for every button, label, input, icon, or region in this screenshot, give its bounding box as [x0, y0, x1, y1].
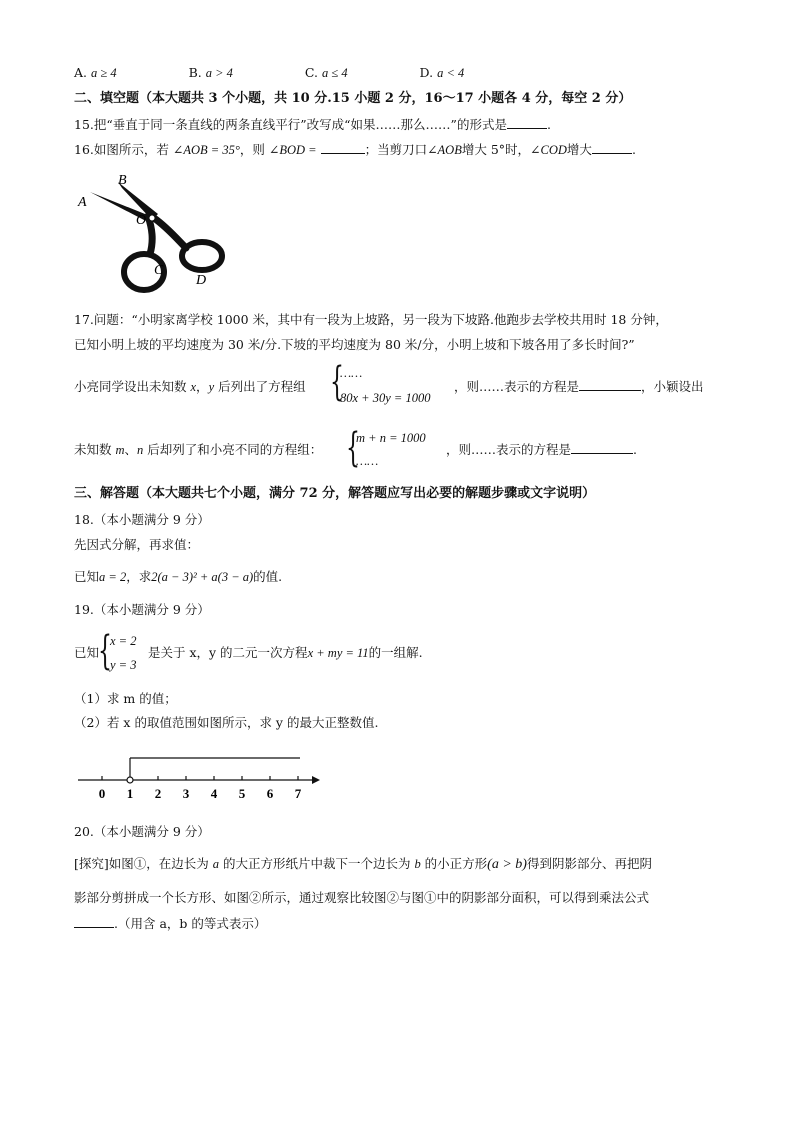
q20-line2: 影部分剪拼成一个长方形、如图②所示，通过观察比较图②与图①中的阴影部分面积，可以得到乘法公式	[74, 890, 650, 905]
handle-c	[148, 216, 152, 254]
option-d: D. a < 4	[419, 65, 465, 80]
q20-line1: [探究]如图①，在边长为 a 的大正方形纸片中裁下一个边长为 b 的小正方形(a > b)得到阴影部分、再把阴	[74, 856, 652, 872]
q19-pre: 已知	[74, 645, 100, 660]
system1-bottom: 80x + 30y = 1000	[340, 391, 431, 405]
system2-bottom: ……	[356, 454, 379, 468]
open-circle	[127, 777, 133, 783]
q17-line3: 小亮同学设出未知数 x，y 后列出了方程组	[74, 379, 306, 394]
tick-label: 3	[182, 786, 190, 800]
q19-sys-top: x = 2	[110, 634, 137, 648]
q19-part1: （1）求 m 的值；	[74, 691, 177, 706]
section2-title: 二、填空题（本大题共 3 个小题，共 10 分.15 小题 2 分，16～17 小题各 4 分，每空 2 分）	[74, 91, 632, 106]
section3-title: 三、解答题（本大题共七个小题，满分 72 分，解答题应写出必要的解题步骤或文字说明）	[74, 486, 596, 501]
ring-d	[182, 242, 222, 270]
q17-blank-2	[571, 441, 633, 454]
q19-sys-bottom: y = 3	[110, 658, 137, 672]
tick-label: 6	[266, 786, 274, 800]
tick-label: 7	[294, 786, 302, 800]
q15: 15.把“垂直于同一条直线的两条直线平行”改写成“如果……那么……”的形式是 .	[74, 117, 551, 132]
q17-line3-tail: ，则……表示的方程是 ，小颖设出	[454, 379, 704, 394]
pivot-o	[149, 215, 155, 221]
tick-label: 5	[238, 786, 246, 800]
system1-top: ……	[340, 366, 363, 380]
q18-line1: 先因式分解，再求值：	[74, 537, 200, 552]
q17-line4: 未知数 m、n 后却列了和小亮不同的方程组：	[74, 442, 323, 457]
axis-arrow	[312, 776, 320, 784]
label-c: C	[154, 263, 164, 278]
tick-label: 2	[154, 786, 162, 800]
scissors-figure	[74, 168, 234, 300]
q18-line2: 已知a = 2，求2(a − 3)² + a(3 − a)的值.	[74, 569, 283, 584]
label-d: D	[196, 273, 207, 288]
label-a: A	[78, 195, 87, 210]
option-b: B. a > 4	[188, 65, 233, 80]
q16: 16.如图所示，若 ∠AOB = 35°，则 ∠BOD = ；当剪刀口∠AOB增大 5°时，∠COD增大 .	[74, 142, 636, 157]
q19-brace: {	[98, 628, 112, 674]
option-c: C. a ≤ 4	[304, 65, 348, 80]
q16-blank-1	[321, 141, 365, 154]
tick-label: 4	[210, 786, 218, 800]
q14-options	[74, 64, 464, 82]
q17-line1: 17.问题：“小明家离学校 1000 米，其中有一段为上坡路，另一段为下坡路.他跑步去学校共用时 18 分钟，	[74, 312, 668, 327]
tick-label: 1	[126, 786, 134, 800]
q17-blank-1	[579, 378, 641, 391]
q20-answer-blank	[74, 915, 114, 928]
q20-line3: .（用含 a，b 的等式表示）	[74, 915, 266, 933]
q15-answer-blank	[507, 116, 547, 129]
system1-brace: {	[330, 359, 344, 405]
q20-head: 20.（本小题满分 9 分）	[74, 824, 210, 839]
q18-head: 18.（本小题满分 9 分）	[74, 512, 210, 527]
tick-label: 0	[98, 786, 106, 800]
label-o: O	[136, 213, 147, 228]
system2-top: m + n = 1000	[356, 431, 426, 445]
system2-brace: {	[346, 425, 360, 471]
q19-part2: （2）若 x 的取值范围如图所示，求 y 的最大正整数值.	[74, 715, 379, 730]
q19-head: 19.（本小题满分 9 分）	[74, 602, 210, 617]
q17-line4-tail: ，则……表示的方程是 .	[446, 442, 637, 457]
number-line	[74, 748, 334, 800]
label-b: B	[118, 173, 127, 188]
q19-statement: 是关于 x，y 的二元一次方程x + my = 11的一组解.	[148, 645, 423, 660]
handle-d	[154, 218, 186, 248]
q17-line2: 已知小明上坡的平均速度为 30 米/分.下坡的平均速度为 80 米/分，小明上坡和下坡各用了多长时间?”	[74, 337, 635, 352]
q16-blank-2	[592, 141, 632, 154]
option-a: A. a ≥ 4	[74, 65, 117, 80]
